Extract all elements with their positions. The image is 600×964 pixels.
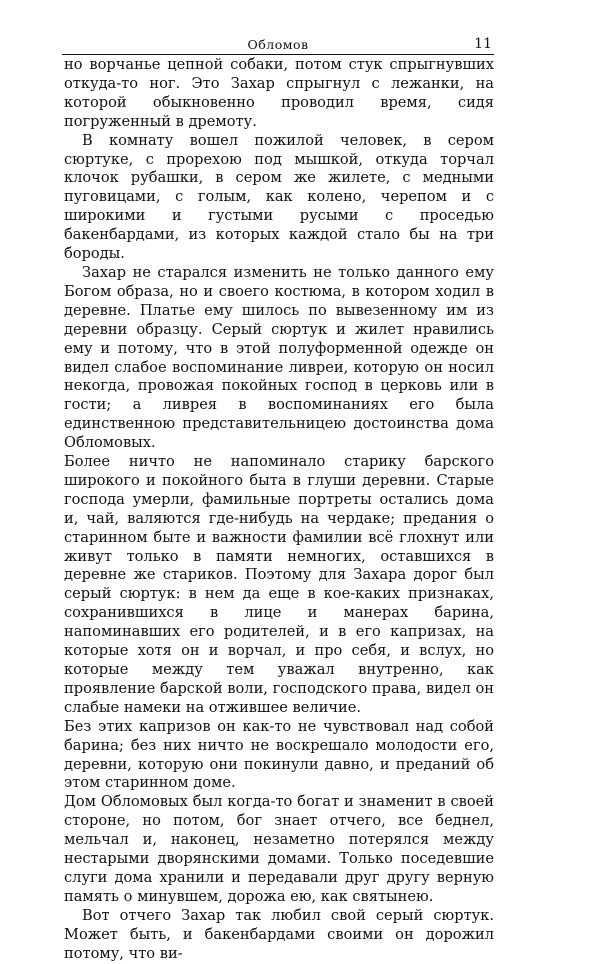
paragraph-5: Без этих капризов он как-то не чувствовал над собой барина; без них ничто не воскрешало молодости его, деревни, которую они покинули давно, и преданий об этом старинном доме. xyxy=(64,717,494,792)
running-title: Обломов xyxy=(247,37,309,52)
body-text xyxy=(64,56,494,964)
running-header xyxy=(62,22,494,55)
paragraph-4: Более ничто не напоминало старику барского широкого и покойного быта в глуши деревни. Старые господа умерли, фамильные портреты остались дома и, чай, валяются где-нибудь на чердаке; предания о старинном быте и важности фамилии всё глохнут или живут только в памяти немногих, оставшихся в деревне же стариков. Поэтому для Захара дорог был серый сюртук: в нем да еще в кое-каких признаках, сохранившихся в лице и манерах барина, напоминавших его родителей, и в его капризах, на которые хотя он и ворчал, и про себя, и вслух, но которые между тем уважал внутренно, как проявление барской воли, господского права, видел он слабые намеки на отжившее величие. xyxy=(64,453,494,716)
paragraph-3: Захар не старался изменить не только данного ему Богом образа, но и своего костюма, в котором ходил в деревне. Платье ему шилось по вывезенному им из деревни образцу. Серый сюртук и жилет нравились ему и потому, что в этой полуформенной одежде он видел слабое воспоминание ливреи, которую он носил некогда, провожая покойных господ в церковь или в гости; а ливрея в воспоминаниях его была единственною представительницею достоинства дома Обломовых. xyxy=(64,263,494,452)
paragraph-7: Вот отчего Захар так любил свой серый сюртук. Может быть, и бакенбардами своими он дорожил потому, что ви- xyxy=(64,906,494,962)
paragraph-1: но ворчанье цепной собаки, потом стук спрыгнувших откуда-то ног. Это Захар спрыгнул с лежанки, на которой обыкновенно проводил время, сидя погруженный в дремоту. xyxy=(64,56,494,130)
paragraph-6: Дом Обломовых был когда-то богат и знаменит в своей стороне, но потом, бог знает отчего, все беднел, мельчал и, наконец, незаметно потерялся между нестарыми дворянскими домами. Только поседевшие слуги дома хранили и передавали друг другу верную память о минувшем, дорожа ею, как святынею. xyxy=(64,793,494,905)
page-number: 11 xyxy=(474,36,492,52)
paragraph-2: В комнату вошел пожилой человек, в сером сюртуке, с прорехою под мышкой, откуда торчал клочок рубашки, в сером же жилете, с медными пуговицами, с голым, как колено, черепом и с широкими и густыми русыми с проседью бакенбардами, из которых каждой стало бы на три бороды. xyxy=(64,131,494,263)
